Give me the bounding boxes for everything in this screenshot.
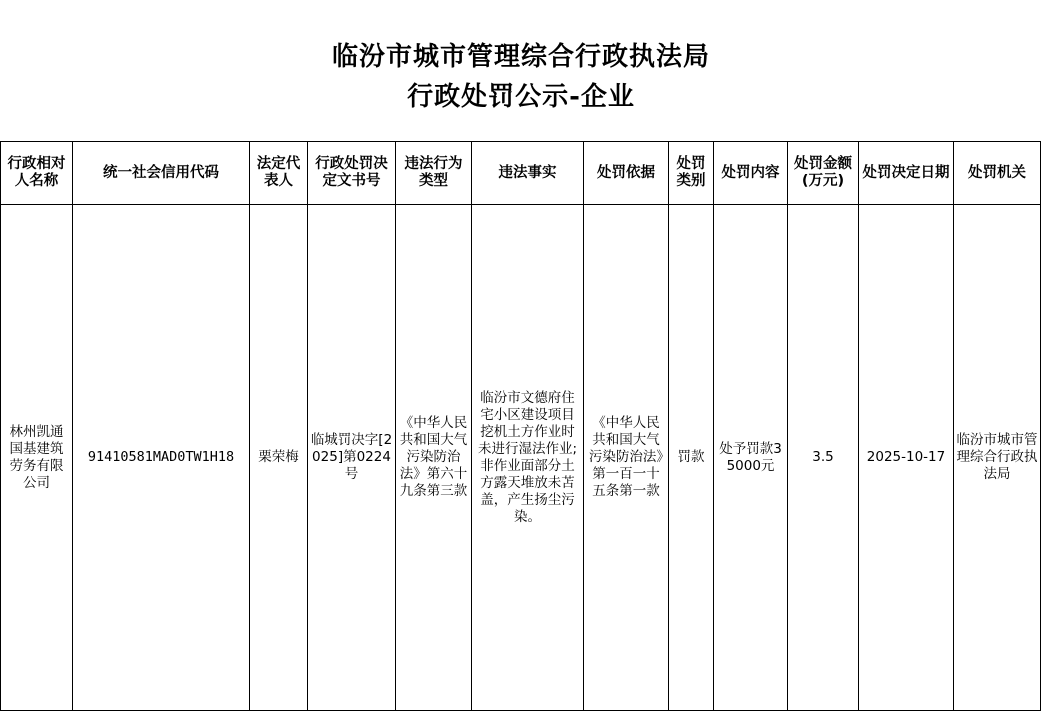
header-credit-code: 统一社会信用代码 [73, 142, 250, 205]
header-amount: 处罚金额(万元) [788, 142, 859, 205]
table-row [1, 205, 1041, 711]
header-date: 处罚决定日期 [859, 142, 954, 205]
table-header-row [1, 142, 1041, 205]
cell-amount: 3.5 [788, 205, 859, 711]
header-facts: 违法事实 [472, 142, 584, 205]
header-content: 处罚内容 [714, 142, 788, 205]
title-block [0, 0, 1042, 141]
cell-party-name: 林州凯通国基建筑劳务有限公司 [1, 205, 73, 711]
cell-content: 处予罚款35000元 [714, 205, 788, 711]
header-authority: 处罚机关 [954, 142, 1041, 205]
header-violation-type: 违法行为类型 [396, 142, 472, 205]
cell-facts: 临汾市文德府住宅小区建设项目挖机土方作业时未进行湿法作业;非作业面部分土方露天堆放未苫盖，产生扬尘污染。 [472, 205, 584, 711]
header-basis: 处罚依据 [584, 142, 669, 205]
cell-violation-type: 《中华人民共和国大气污染防治法》第六十九条第三款 [396, 205, 472, 711]
page-title: 临汾市城市管理综合行政执法局 [331, 42, 710, 72]
cell-legal-rep: 栗荣梅 [250, 205, 308, 711]
cell-basis: 《中华人民共和国大气污染防治法》第一百一十五条第一款 [584, 205, 669, 711]
cell-date: 2025-10-17 [859, 205, 954, 711]
header-category: 处罚类别 [669, 142, 714, 205]
cell-credit-code: 91410581MAD0TW1H18 [73, 205, 250, 711]
header-doc-no: 行政处罚决定文书号 [308, 142, 396, 205]
header-party-name: 行政相对人名称 [1, 142, 73, 205]
cell-authority: 临汾市城市管理综合行政执法局 [954, 205, 1041, 711]
header-legal-rep: 法定代表人 [250, 142, 308, 205]
cell-doc-no: 临城罚决字[2025]第0224号 [308, 205, 396, 711]
penalty-table [0, 141, 1041, 711]
page-subtitle: 行政处罚公示-企业 [407, 82, 635, 112]
cell-category: 罚款 [669, 205, 714, 711]
